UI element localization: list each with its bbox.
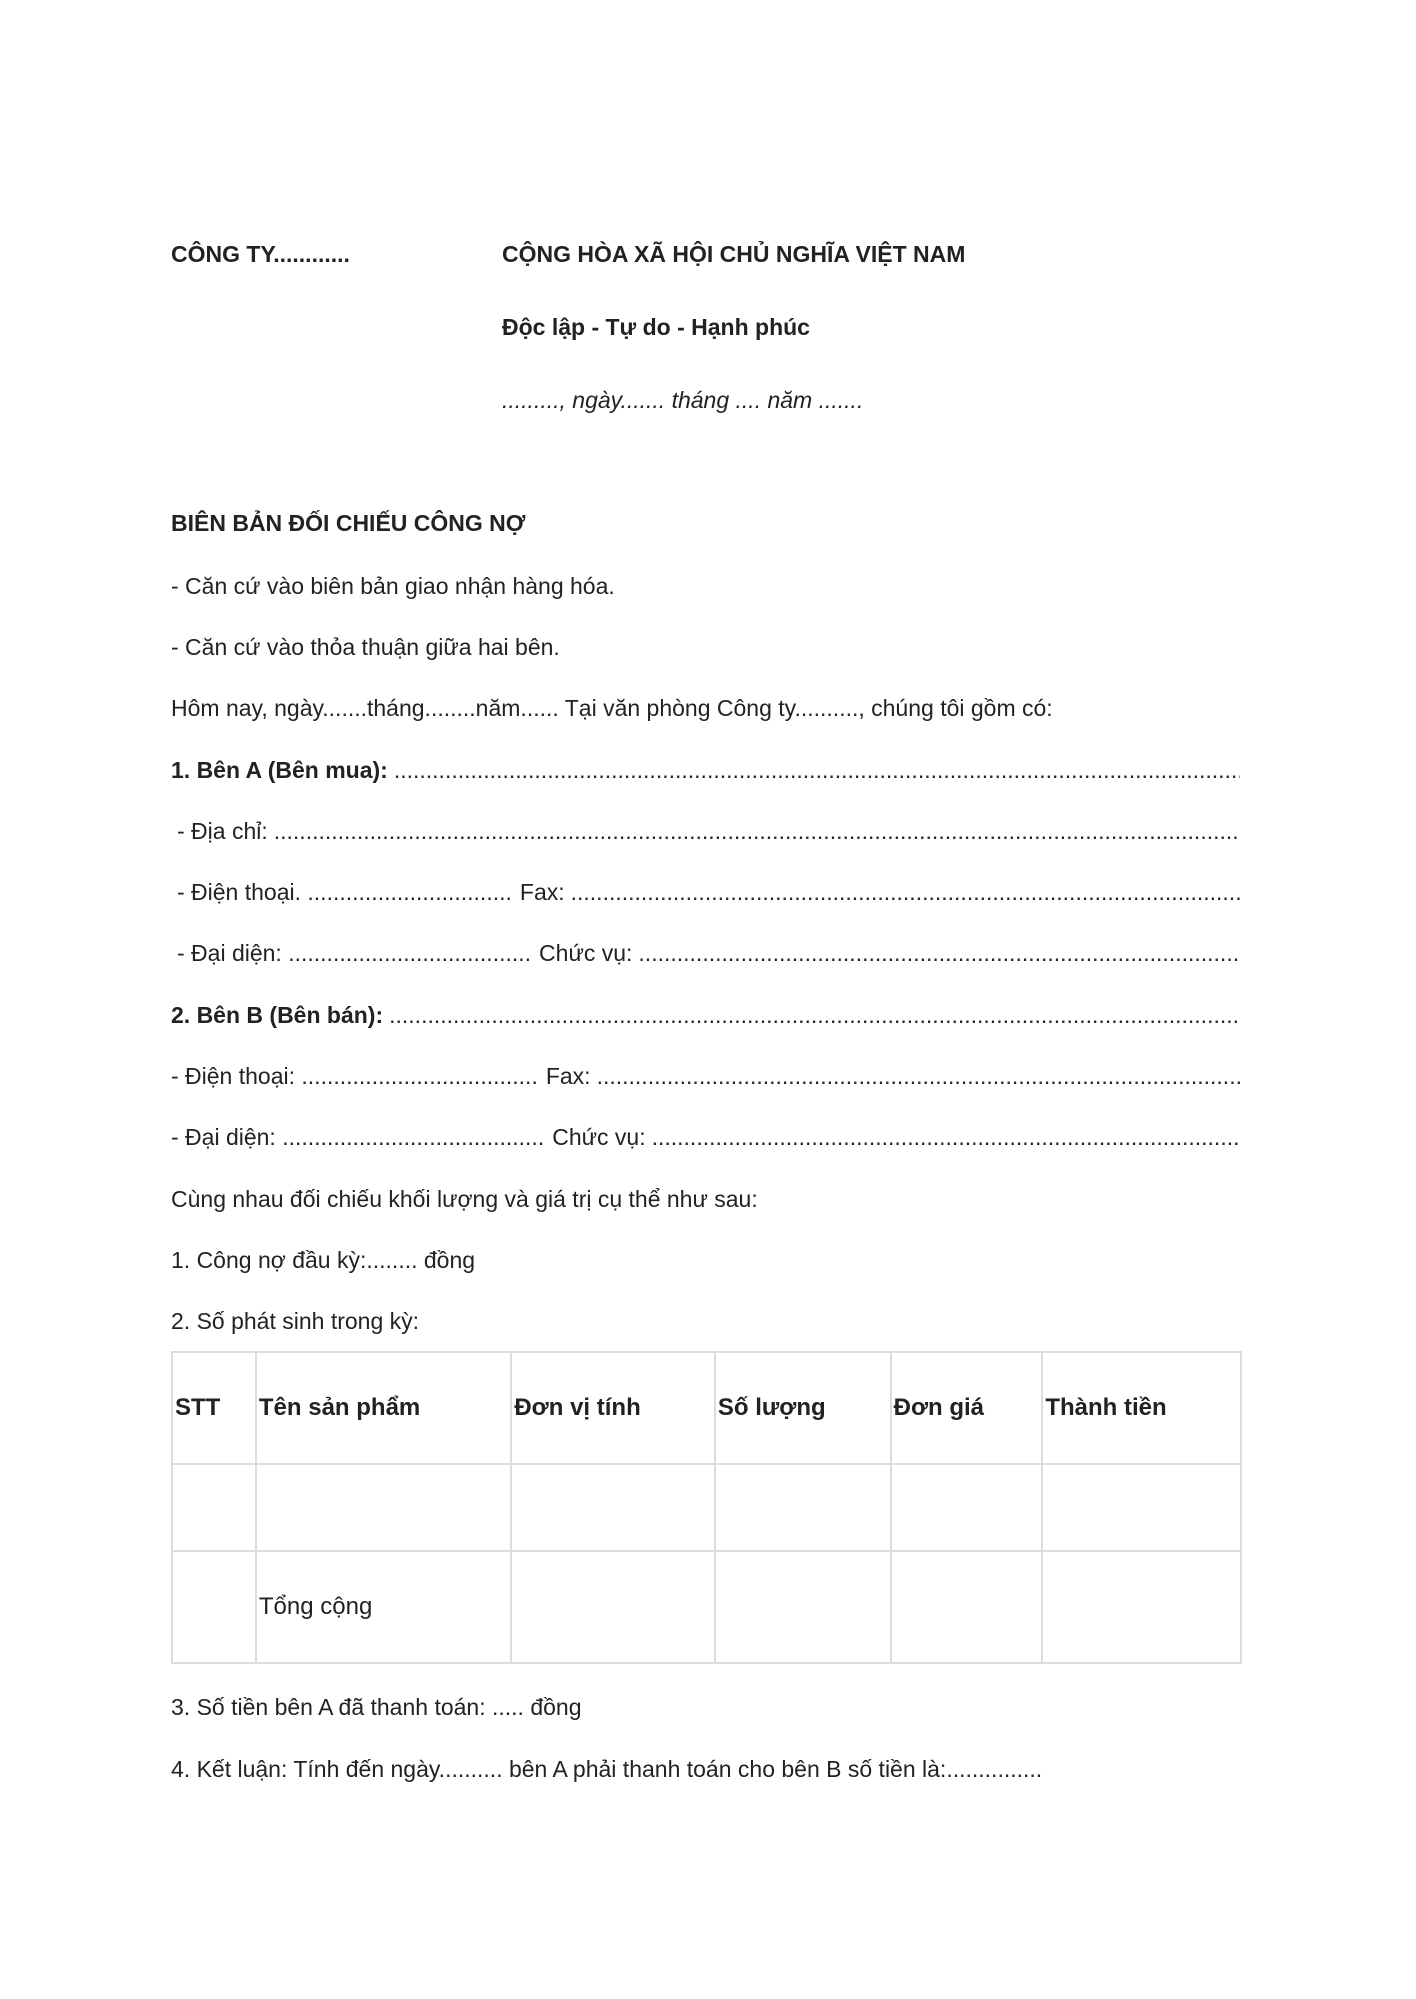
basis-line-2: - Căn cứ vào thỏa thuận giữa hai bên. xyxy=(171,634,560,660)
header-amount: Thành tiền xyxy=(1042,1352,1241,1464)
header-unit-price: Đơn giá xyxy=(891,1352,1043,1464)
table-cell xyxy=(715,1464,891,1551)
table-cell xyxy=(891,1551,1043,1663)
table-cell xyxy=(715,1551,891,1663)
party-a-heading-row xyxy=(171,759,1240,782)
table-header-row xyxy=(172,1352,1241,1464)
table-cell xyxy=(1042,1464,1241,1551)
table-row xyxy=(172,1464,1241,1551)
nation-title: CỘNG HÒA XÃ HỘI CHỦ NGHĨA VIỆT NAM xyxy=(502,241,966,267)
fill-line xyxy=(597,1065,1240,1088)
table-cell xyxy=(511,1551,715,1663)
company-name: CÔNG TY............ xyxy=(171,241,350,267)
item-1-opening-debt: 1. Công nợ đầu kỳ:........ đồng xyxy=(171,1247,476,1273)
fill-line xyxy=(652,1126,1240,1149)
fill-line xyxy=(274,820,1240,843)
item-3-paid-amount: 3. Số tiền bên A đã thanh toán: ..... đồng xyxy=(171,1694,582,1720)
party-a-address-label: - Địa chỉ: xyxy=(177,818,268,844)
table-cell xyxy=(511,1464,715,1551)
transactions-table xyxy=(171,1351,1242,1664)
party-a-position-label: Chức vụ: xyxy=(539,940,633,966)
motto: Độc lập - Tự do - Hạnh phúc xyxy=(502,314,810,340)
party-b-position-label: Chức vụ: xyxy=(552,1124,646,1150)
date-line: ........., ngày....... tháng .... năm ....... xyxy=(502,387,864,413)
table-cell xyxy=(172,1551,256,1663)
fill-line xyxy=(571,881,1240,904)
party-b-rep-label: - Đại diện: ......................................... xyxy=(171,1124,545,1150)
header-product-name: Tên sản phẩm xyxy=(256,1352,511,1464)
fill-line xyxy=(394,759,1240,782)
table-cell xyxy=(172,1464,256,1551)
item-2-period-transactions: 2. Số phát sinh trong kỳ: xyxy=(171,1308,420,1334)
intro-line: Hôm nay, ngày.......tháng........năm...... Tại văn phòng Công ty.........., chúng tôi gồm có: xyxy=(171,695,1053,721)
party-a-heading: 1. Bên A (Bên mua): xyxy=(171,757,388,783)
party-a-address-row xyxy=(177,820,1240,843)
total-label: Tổng cộng xyxy=(256,1551,511,1663)
party-a-rep-row xyxy=(177,942,1240,965)
party-b-phone-label: - Điện thoại: ..................................... xyxy=(171,1063,538,1089)
table-cell xyxy=(1042,1551,1241,1663)
party-a-rep-label: - Đại diện: ...................................... xyxy=(177,940,532,966)
party-b-heading: 2. Bên B (Bên bán): xyxy=(171,1002,384,1028)
item-4-conclusion: 4. Kết luận: Tính đến ngày.......... bên A phải thanh toán cho bên B số tiền là:............... xyxy=(171,1756,1043,1782)
party-b-fax-label: Fax: xyxy=(545,1063,591,1089)
document-title: BIÊN BẢN ĐỐI CHIẾU CÔNG NỢ xyxy=(171,510,526,536)
header-quantity: Số lượng xyxy=(715,1352,891,1464)
party-b-rep-row xyxy=(171,1126,1240,1149)
party-a-phone-row xyxy=(177,881,1240,904)
header-stt: STT xyxy=(172,1352,256,1464)
header-unit: Đơn vị tính xyxy=(511,1352,715,1464)
table-cell xyxy=(891,1464,1043,1551)
table-total-row xyxy=(172,1551,1241,1663)
table-cell xyxy=(256,1464,511,1551)
party-a-fax-label: Fax: xyxy=(519,879,565,905)
party-b-heading-row xyxy=(171,1004,1240,1027)
fill-line xyxy=(389,1004,1240,1027)
agreement-line: Cùng nhau đối chiếu khối lượng và giá trị cụ thể như sau: xyxy=(171,1186,758,1212)
basis-line-1: - Căn cứ vào biên bản giao nhận hàng hóa. xyxy=(171,573,615,599)
party-b-phone-row xyxy=(171,1065,1240,1088)
party-a-phone-label: - Điện thoại. ................................ xyxy=(177,879,512,905)
fill-line xyxy=(638,942,1240,965)
